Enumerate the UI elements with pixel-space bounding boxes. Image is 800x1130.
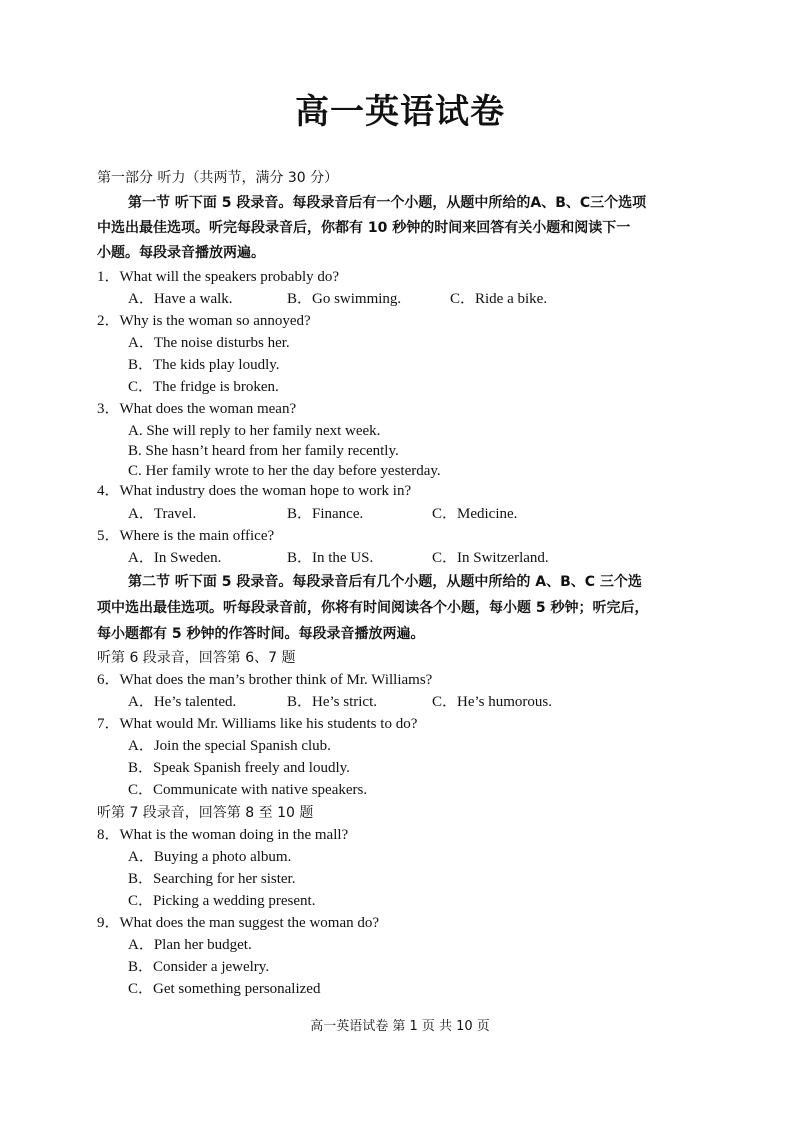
question-2-stem: 2．Why is the woman so annoyed?: [97, 313, 311, 329]
page-title: 高一英语试卷: [295, 92, 505, 132]
section2-instruction-line-2: 项中选出最佳选项。听每段录音前，你将有时间阅读各个小题，每小题 5 秒钟；听完后，: [97, 600, 649, 616]
question-7-option-b: B．Speak Spanish freely and loudly.: [128, 760, 350, 776]
section1-instruction-line-1: 第一节 听下面 5 段录音。每段录音后有一个小题，从题中所给的A、B、C三个选项: [128, 195, 647, 211]
question-7-option-a: A．Join the special Spanish club.: [128, 738, 331, 754]
question-3-option-a: A. She will reply to her family next week.: [128, 423, 381, 439]
group-6-heading: 听第 6 段录音，回答第 6、7 题: [97, 650, 296, 666]
question-2-option-c: C．The fridge is broken.: [128, 379, 279, 395]
question-3-option-b: B. She hasn’t heard from her family recently.: [128, 443, 399, 459]
question-9-option-b: B．Consider a jewelry.: [128, 959, 270, 975]
question-2-option-b: B．The kids play loudly.: [128, 357, 280, 373]
question-7-stem: 7．What would Mr. Williams like his students to do?: [97, 716, 418, 732]
question-5-option-b: B．In the US.: [287, 550, 374, 566]
question-4-option-b: B．Finance.: [287, 506, 364, 522]
question-1-option-a: A．Have a walk.: [128, 291, 233, 307]
question-2-option-a: A．The noise disturbs her.: [128, 335, 290, 351]
question-1-option-c: C．Ride a bike.: [450, 291, 548, 307]
question-8-stem: 8．What is the woman doing in the mall?: [97, 827, 349, 843]
part-header: 第一部分 听力（共两节，满分 30 分）: [97, 170, 339, 186]
question-4-stem: 4．What industry does the woman hope to work in?: [97, 483, 412, 499]
question-1-stem: 1．What will the speakers probably do?: [97, 269, 340, 285]
question-6-option-b: B．He’s strict.: [287, 694, 377, 710]
question-7-option-c: C．Communicate with native speakers.: [128, 782, 368, 798]
question-8-option-a: A．Buying a photo album.: [128, 849, 292, 865]
question-9-option-c: C．Get something personalized: [128, 981, 321, 997]
question-1-option-b: B．Go swimming.: [287, 291, 402, 307]
section1-instruction-line-2: 中选出最佳选项。听完每段录音后，你都有 10 秒钟的时间来回答有关小题和阅读下一: [97, 220, 631, 236]
section2-instruction-line-3: 每小题都有 5 秒钟的作答时间。每段录音播放两遍。: [97, 626, 425, 642]
question-6-stem: 6．What does the man’s brother think of Mr. Williams?: [97, 672, 433, 688]
group-7-heading: 听第 7 段录音，回答第 8 至 10 题: [97, 805, 314, 821]
section1-instruction-line-3: 小题。每段录音播放两遍。: [97, 245, 265, 261]
question-5-stem: 5．Where is the main office?: [97, 528, 275, 544]
question-8-option-c: C．Picking a wedding present.: [128, 893, 316, 909]
question-4-option-a: A．Travel.: [128, 506, 197, 522]
question-4-option-c: C．Medicine.: [432, 506, 518, 522]
page-footer: 高一英语试卷 第 1 页 共 10 页: [310, 1019, 490, 1034]
question-3-stem: 3．What does the woman mean?: [97, 401, 297, 417]
section2-instruction-line-1: 第二节 听下面 5 段录音。每段录音后有几个小题，从题中所给的 A、B、C 三个选: [128, 574, 642, 590]
question-9-stem: 9．What does the man suggest the woman do?: [97, 915, 380, 931]
question-5-option-a: A．In Sweden.: [128, 550, 222, 566]
question-6-option-a: A．He’s talented.: [128, 694, 237, 710]
question-6-option-c: C．He’s humorous.: [432, 694, 553, 710]
question-3-option-c: C. Her family wrote to her the day before yesterday.: [128, 463, 441, 479]
question-9-option-a: A．Plan her budget.: [128, 937, 252, 953]
question-8-option-b: B．Searching for her sister.: [128, 871, 296, 887]
question-5-option-c: C．In Switzerland.: [432, 550, 549, 566]
